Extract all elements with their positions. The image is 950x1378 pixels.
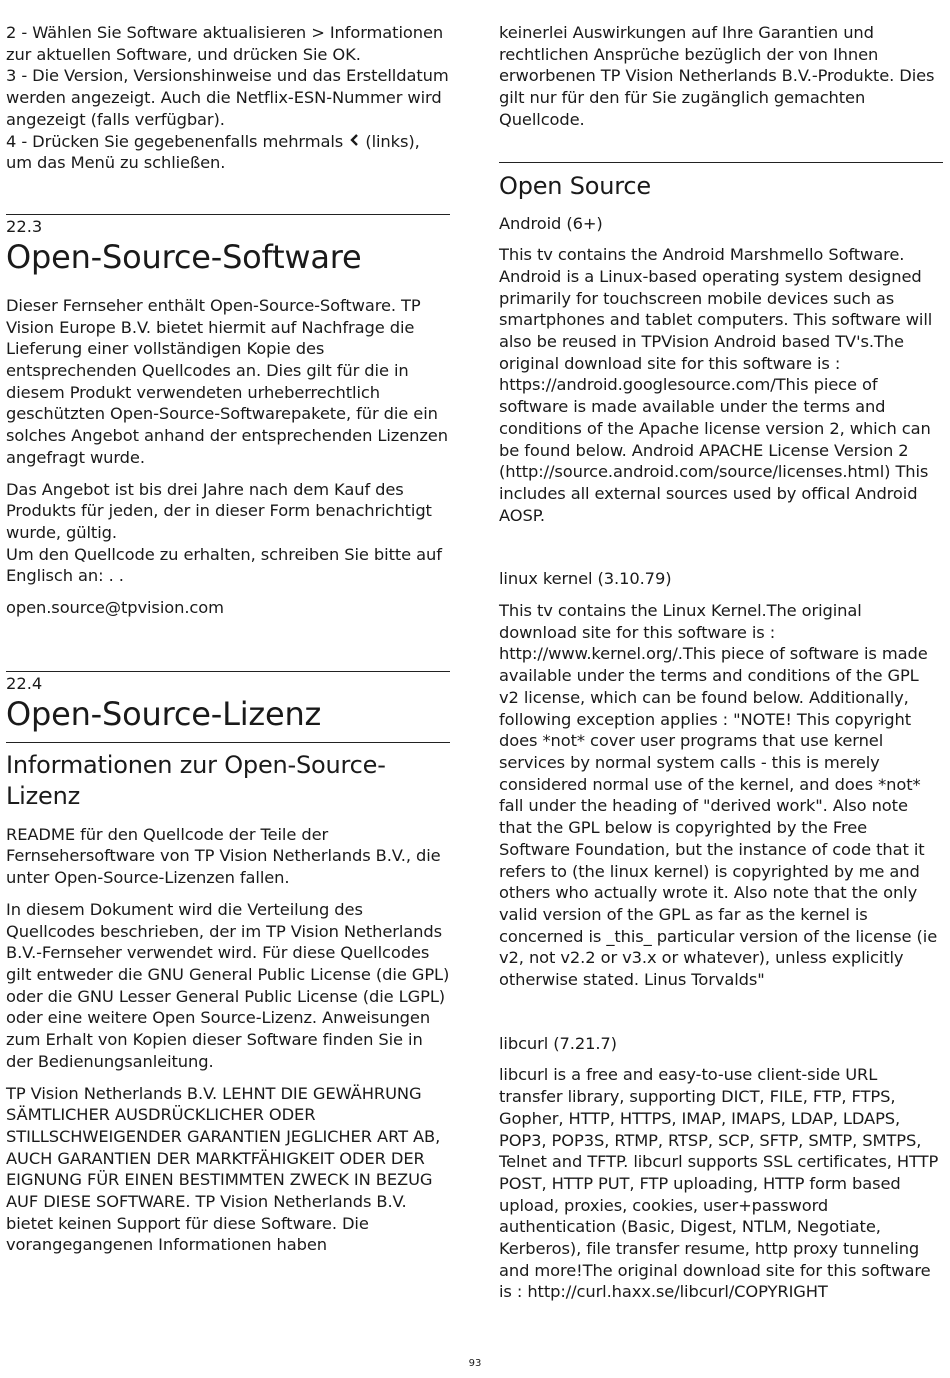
menu-separator: >	[311, 23, 325, 42]
section-number-22-4: 22.4	[6, 673, 43, 693]
paragraph: TP Vision Netherlands B.V. LEHNT DIE GEWÄHRUNG SÄMTLICHER AUSDRÜCKLICHER ODER STILLSCHWEIGENDER GARANTIEN JEGLICHER ART AB, AUCH GARANTIEN DER MARKTFÄHIGKEIT ODER DER EIGNUNG FÜR EINEN BESTIMMTEN ZWECK IN BEZUG AUF DIESE SOFTWARE. TP Vision Netherlands B.V. bietet keinen Support für diese Software. Die vorangegangenen Informationen haben	[6, 1083, 441, 1255]
contact-email: open.source@tpvision.com	[6, 598, 224, 618]
step-2	[6, 22, 450, 65]
left-column	[6, 0, 450, 1256]
menu-path-current-software-info: Informationen zur aktuellen Software	[6, 23, 444, 64]
page-number: 93	[468, 1358, 482, 1369]
paragraph: keinerlei Auswirkungen auf Ihre Garantien und rechtlichen Ansprüche bezüglich der von Ihnen erworbenen TP Vision Netherlands B.V.-Produkte. Dies gilt nur für den für Sie zugänglich gemachten Quellcode.	[499, 23, 935, 129]
paragraph: This tv contains the Android Marshmello Software. Android is a Linux-based operating system designed primarily for touchscreen mobile devices such as smartphones and tablet computers. This software will also be reused in TPVision Android based TV's.The original download site for this software is : https://android.googlesource.com/This piece of software is made available under the terms and conditions of the Apache license version 2, which can be found below. Android APACHE License Version 2 (http://source.android.com/source/licenses.html) This includes all external sources used by offical Android AOSP.	[499, 245, 933, 525]
paragraph: This tv contains the Linux Kernel.The original download site for this software is : http://www.kernel.org/.This piece of software is made available under the terms and conditions of the GPL v2 license, which can be found below. Additionally, following exception applies : "NOTE! This copyright does *not* cover user programs that use kernel services by normal system calls - this is merely considered normal use of the kernel, and does *not* fall under the heading of "derived work". Also note that the GPL below is copyrighted by the Free Software Foundation, but the instance of code that it refers to (the linux kernel) is copyrighted by me and others who actually wrote it. Also note that the only valid version of the GPL as far as the kernel is concerned is _this_ particular version of the license (ie v2, not v2.2 or v3.x or whatever), unless explicitly otherwise stated. Linus Torvalds"	[499, 601, 938, 990]
ok-key-label: OK	[332, 44, 356, 64]
paragraph: Das Angebot ist bis drei Jahre nach dem Kauf des Produkts für jeden, der in dieser Form benachrichtigt wurde, gültig.	[6, 479, 432, 542]
step-3: 3 - Die Version, Versionshinweise und das Erstelldatum werden angezeigt. Auch die Netflix-ESN-Nummer wird angezeigt (falls verfügbar).	[6, 66, 449, 129]
subsection-title: Informationen zur Open-Source-Lizenz	[6, 750, 386, 810]
step-2-period: .	[355, 44, 361, 64]
component-title-libcurl: libcurl (7.21.7)	[499, 1033, 617, 1053]
step-4	[6, 131, 450, 174]
step-2-text-cont: , und drücken Sie	[187, 44, 328, 64]
section-divider	[6, 671, 450, 672]
paragraph: In diesem Dokument wird die Verteilung des Quellcodes beschrieben, der im TP Vision Netherlands B.V.-Fernseher verwendet wird. Für diese Quellcodes gilt entweder die GNU General Public License (die GPL) oder die GNU Lesser General Public License (die LGPL) oder eine weitere Open Source-Lizenz. Anweisungen zum Erhalt von Kopien dieser Software finden Sie in der Bedienungsanleitung.	[6, 899, 450, 1071]
step-2-number: 2 -	[6, 23, 28, 42]
section-divider	[6, 214, 450, 215]
paragraph: Dieser Fernseher enthält Open-Source-Software. TP Vision Europe B.V. bietet hiermit auf Nachfrage die Lieferung einer vollständigen Kopie des entsprechenden Quellcodes an. Dies gilt für die in diesem Produkt verwendeten urheberrechtlich geschützten Open-Source-Softwarepakete, für die ein solches Angebot anhand der entsprechenden Lizenzen angefragt wurde.	[6, 295, 448, 467]
chevron-left-icon	[348, 131, 360, 153]
right-column	[499, 0, 943, 1303]
component-title-linux-kernel: linux kernel (3.10.79)	[499, 569, 672, 589]
component-title-android: Android (6+)	[499, 213, 603, 233]
section-title-open-source-software: Open-Source-Software	[6, 237, 362, 276]
section-number-22-3: 22.3	[6, 216, 43, 236]
step-4-text: 4 - Drücken Sie gegebenenfalls mehrmals	[6, 131, 344, 151]
section-title-open-source-license: Open-Source-Lizenz	[6, 694, 322, 733]
step-2-text: Wählen Sie	[32, 23, 122, 42]
paragraph: Um den Quellcode zu erhalten, schreiben Sie bitte auf Englisch an: . .	[6, 544, 442, 586]
paragraph: libcurl is a free and easy-to-use client-side URL transfer library, supporting DICT, FILE, FTP, FTPS, Gopher, HTTP, HTTPS, IMAP, IMAPS, LDAP, LDAPS, POP3, POP3S, RTMP, RTSP, SCP, SFTP, SMTP, SMTPS, Telnet and TFTP. libcurl supports SSL certificates, HTTP POST, HTTP PUT, FTP uploading, HTTP form based upload, proxies, cookies, user+password authentication (Basic, Digest, NTLM, Negotiate, Kerberos), file transfer resume, http proxy tunneling and more!The original download site for this software is : http://curl.haxx.se/libcurl/COPYRIGHT	[499, 1065, 939, 1302]
section-title-open-source: Open Source	[499, 171, 651, 200]
step-4-text-cont: (links), um das Menü zu schließen.	[6, 131, 420, 173]
menu-path-software-update: Software aktualisieren	[126, 23, 307, 42]
paragraph: README für den Quellcode der Teile der Fernsehersoftware von TP Vision Netherlands B.V., die unter Open-Source-Lizenzen fallen.	[6, 824, 441, 888]
